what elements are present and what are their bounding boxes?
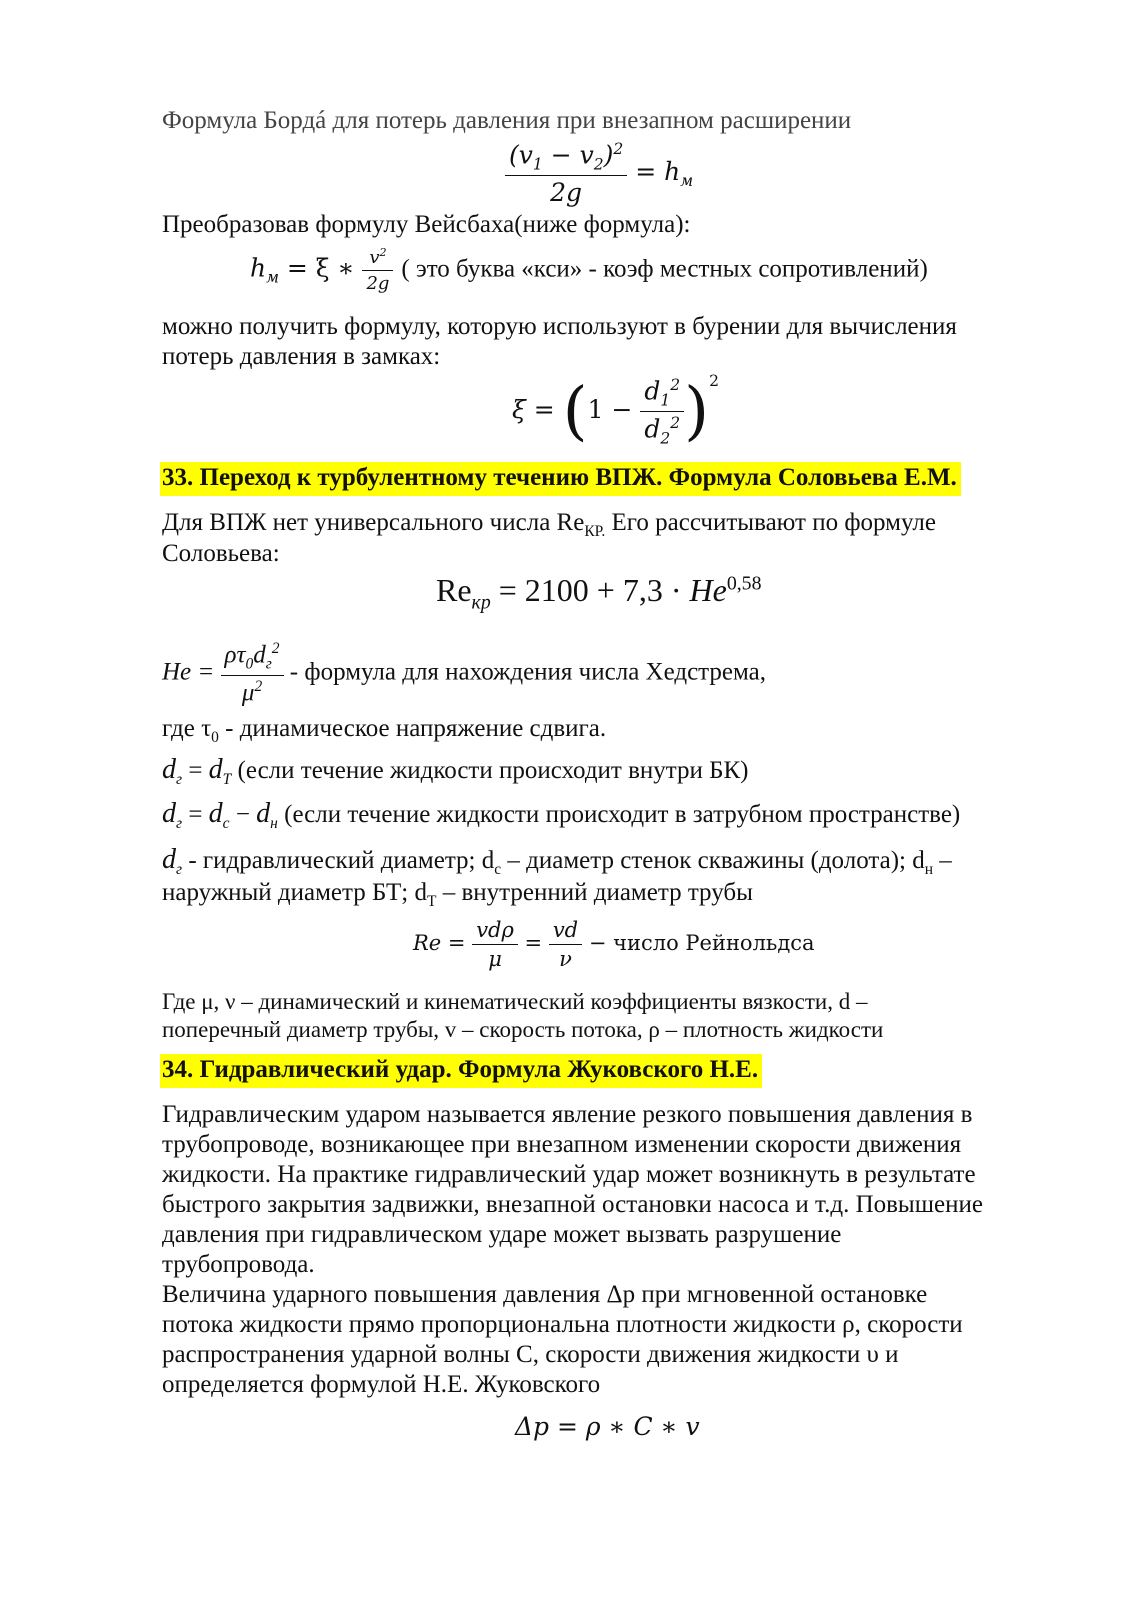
water-hammer-line: Величина ударного повышения давления Δp при мгновенной остановке <box>162 1281 928 1308</box>
water-hammer-line: трубопроводе, возникающее при внезапном изменении скорости движения <box>162 1131 962 1158</box>
heading-33: 33. Переход к турбулентному течению ВПЖ. Формула Соловьева Е.М. <box>160 462 961 496</box>
water-hammer-line: распространения ударной волны С, скорости движения жидкости υ и <box>162 1341 899 1368</box>
viscosity-text-line1: Где μ, ν – динамический и кинематический коэффициенты вязкости, d – <box>162 989 868 1014</box>
heading-34: 34. Гидравлический удар. Формула Жуковского Н.Е. <box>160 1054 762 1088</box>
reynolds-fraction-1: $\frac{\text{vdρ}}{\mu}$ <box>472 918 518 971</box>
borda-fraction: $\frac{(v_1 - v_2)^2}{2g}$ <box>505 140 627 207</box>
dg-definition-line: $d_г$ - гидравлический диаметр; $d_с$ – диаметр стенок скважины (долота); $d_н$ – <box>162 844 952 878</box>
water-hammer-line: трубопровода. <box>162 1251 315 1278</box>
water-hammer-line: определяется формулой Н.Е. Жуковского <box>162 1371 601 1398</box>
water-hammer-line: Гидравлическим ударом называется явление резкого повышения давления в <box>162 1101 973 1128</box>
formula-reynolds: Re = $\frac{\text{vdρ}}{\mu}$ = $\frac{vd}{\nu}$ − число Рейнольдса <box>413 918 815 971</box>
formula-zhukovsky: Δp = ρ ∗ C ∗ v <box>515 1412 700 1441</box>
dt-definition-line: наружный диаметр БТ; $d_Т$ – внутренний диаметр трубы <box>162 879 753 910</box>
formula-weisbach: $h_м = \xi$ ∗ $\frac{v^2}{2g}$ ( это буква «кси» - коэф местных сопротивлений) <box>250 246 928 294</box>
formula-xi: ξ = (1 − $\frac{d_1^2}{d_2^2}$ )$^2$ <box>512 372 719 449</box>
drilling-text-line1: можно получить формулу, которую используют в бурении для вычисления <box>162 313 957 340</box>
solovyev-text-line2: Соловьева: <box>162 540 280 567</box>
reynolds-fraction-2: $\frac{vd}{\nu}$ <box>549 918 582 971</box>
weisbach-fraction: $\frac{v^2}{2g}$ <box>362 246 393 294</box>
formula-hedstrom: He = $\frac{\rho\tau_0d_г^2}{\mu^2}$ - формула для нахождения числа Хедстрема, <box>162 640 767 707</box>
dg-inside-line: $d_г = d_T$ (если течение жидкости происходит внутри БК) <box>162 754 749 788</box>
tau-definition: где $\tau_0$ - динамическое напряжение сдвига. <box>162 715 607 746</box>
water-hammer-line: жидкости. На практике гидравлический удар может возникнуть в результате <box>162 1161 976 1188</box>
formula-borda: $\frac{(v_1 - v_2)^2}{2g}$ = $h_м$ <box>505 140 693 207</box>
intro-borda: Формула Бордá для потерь давления при внезапном расширении <box>162 107 852 134</box>
solovyev-text-line1: Для ВПЖ нет универсального числа $Re_{КР.}$ Его рассчитывают по формуле <box>162 509 936 540</box>
formula-solovyev: $Re_{кр} = 2100 + 7,3 \cdot He^{0,58}$ <box>436 572 762 614</box>
viscosity-text-line2: поперечный диаметр трубы, v – скорость потока, ρ – плотность жидкости <box>162 1017 884 1042</box>
water-hammer-line: потока жидкости прямо пропорциональна плотности жидкости ρ, скорости <box>162 1311 963 1338</box>
water-hammer-line: быстрого закрытия задвижки, внезапной остановки насоса и т.д. Повышение <box>162 1191 983 1218</box>
weisbach-intro: Преобразовав формулу Вейсбаха(ниже формула): <box>162 211 691 238</box>
drilling-text-line2: потерь давления в замках: <box>162 343 441 370</box>
dg-annulus-line: $d_г = d_с - d_н$ (если течение жидкости происходит в затрубном пространстве) <box>162 798 961 832</box>
hedstrom-fraction: $\frac{\rho\tau_0d_г^2}{\mu^2}$ <box>221 640 284 708</box>
water-hammer-line: давления при гидравлическом ударе может вызвать разрушение <box>162 1221 842 1248</box>
xi-fraction: $\frac{d_1^2}{d_2^2}$ <box>640 376 684 448</box>
